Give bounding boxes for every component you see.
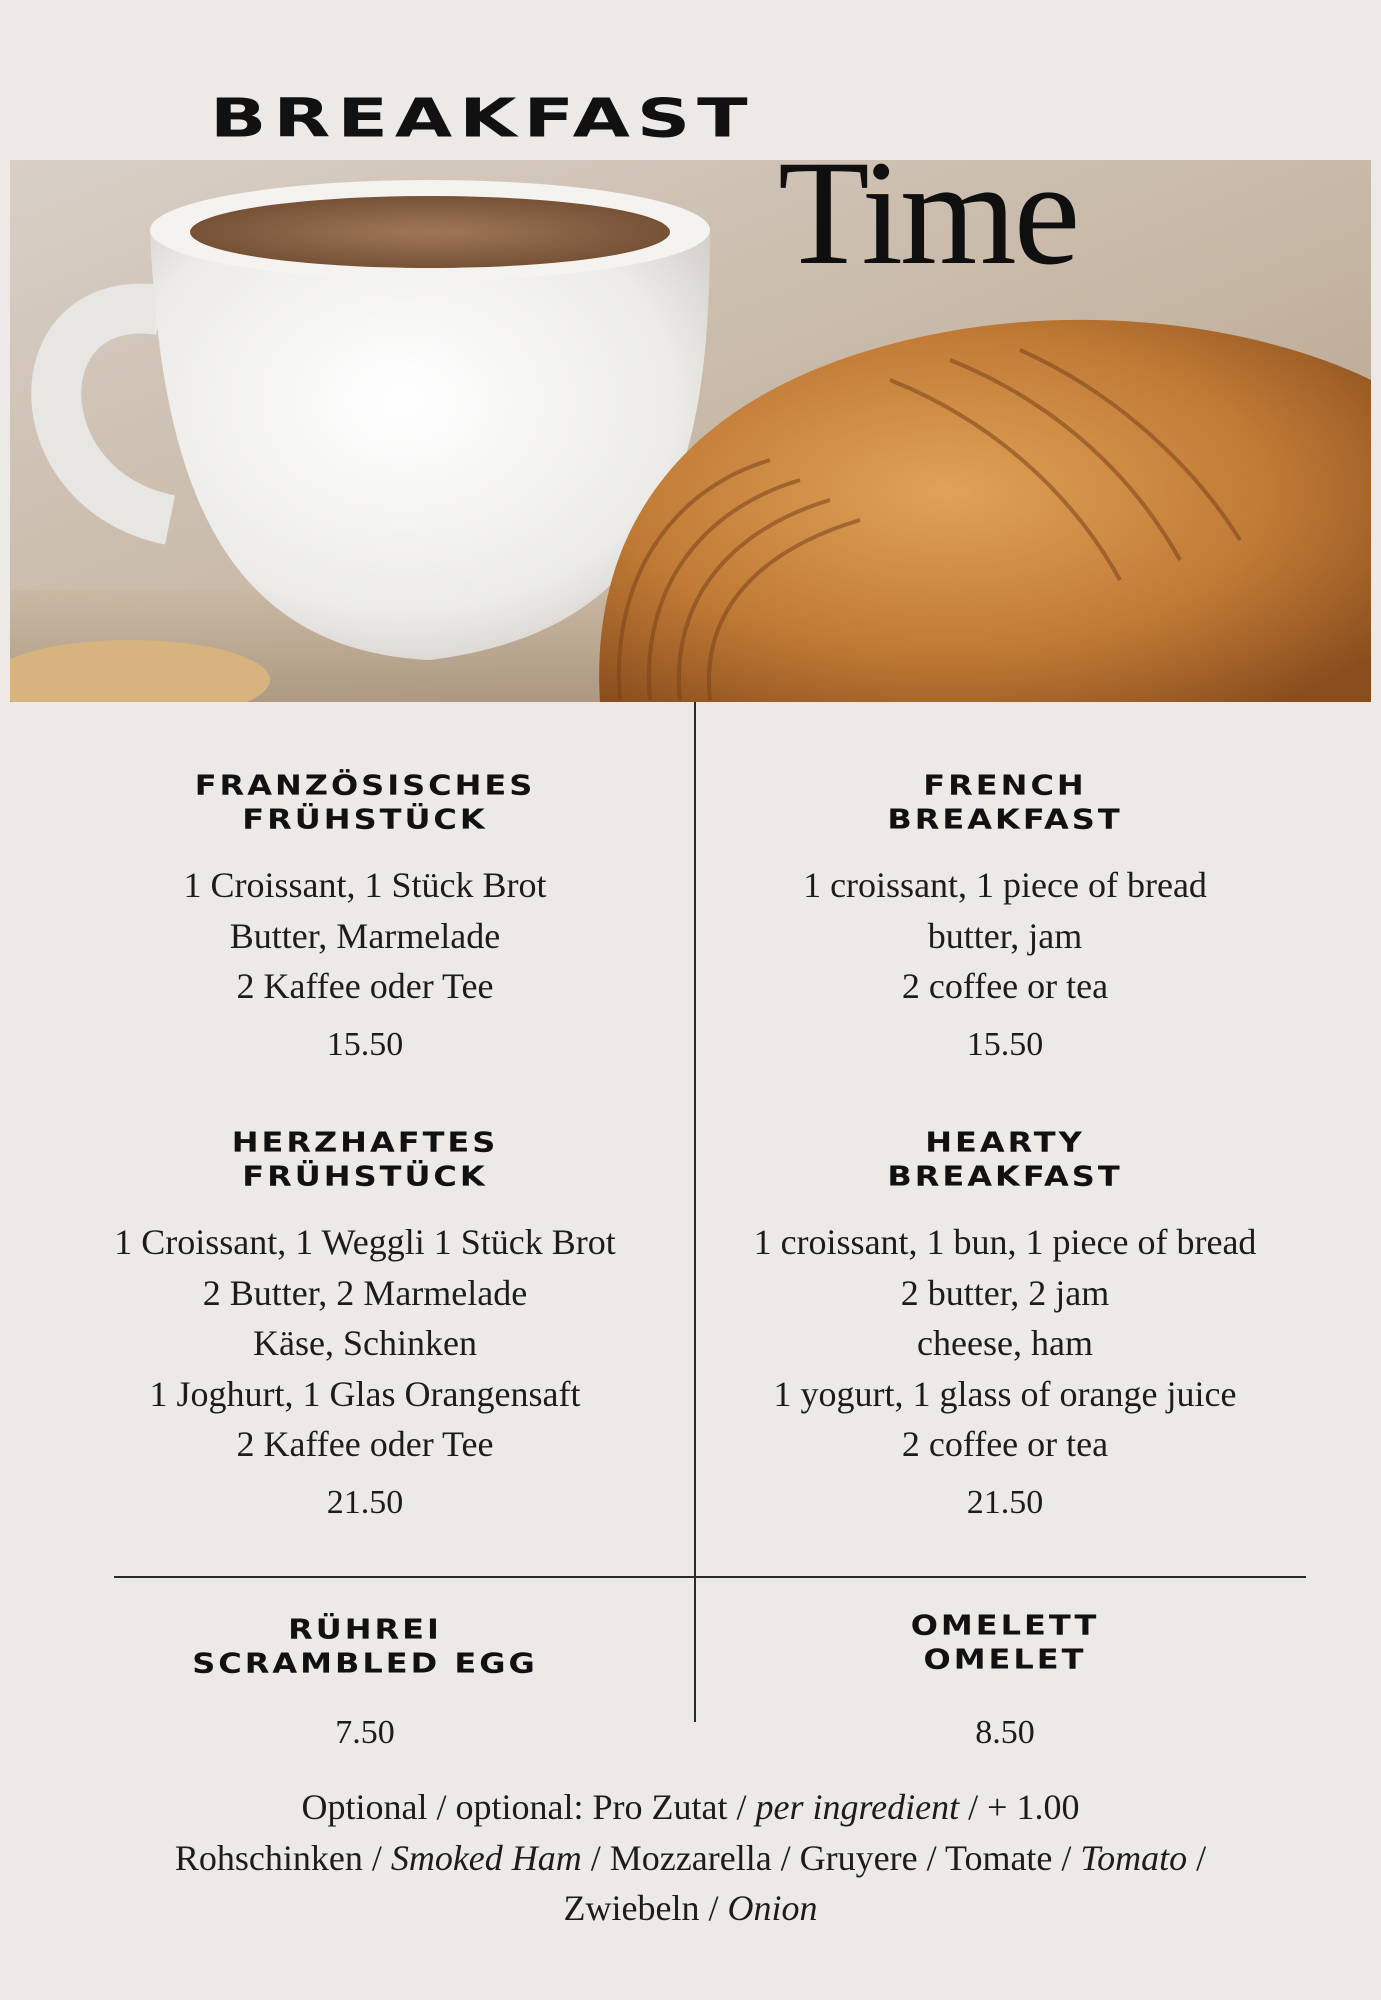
heading-line: FRÜHSTÜCK bbox=[242, 1159, 488, 1193]
menu-item: 1 croissant, 1 bun, 1 piece of bread bbox=[753, 1222, 1257, 1262]
heading-line: FRANZÖSISCHES bbox=[194, 768, 536, 802]
footer-line bbox=[0, 1883, 1381, 1934]
menu-item: 1 yogurt, 1 glass of orange juice bbox=[773, 1373, 1237, 1414]
heading-line: RÜHREI bbox=[288, 1612, 442, 1646]
section-heading bbox=[40, 1125, 690, 1193]
heading-line: BREAKFAST bbox=[887, 1159, 1123, 1193]
heading-line: HERZHAFTES bbox=[231, 1125, 499, 1159]
hearty-breakfast-de bbox=[40, 1119, 690, 1522]
french-breakfast-en bbox=[700, 762, 1310, 1064]
section-heading bbox=[700, 1608, 1310, 1676]
footer-text: Rohschinken / bbox=[174, 1837, 391, 1878]
footer-text: / bbox=[1187, 1837, 1207, 1878]
menu-item: butter, jam bbox=[927, 915, 1083, 956]
footer-text-italic: Tomato bbox=[1080, 1837, 1188, 1878]
menu-item: 2 coffee or tea bbox=[901, 966, 1109, 1006]
menu-item: Butter, Marmelade bbox=[229, 915, 501, 956]
item-list bbox=[700, 860, 1310, 1012]
title-breakfast: BREAKFAST bbox=[210, 87, 755, 150]
menu-item: 1 Croissant, 1 Weggli 1 Stück Brot bbox=[114, 1222, 616, 1262]
omelet bbox=[700, 1602, 1310, 1752]
section-heading bbox=[40, 1612, 690, 1680]
footer-text-italic: Smoked Ham bbox=[390, 1837, 582, 1878]
heading-line: HEARTY bbox=[925, 1125, 1085, 1159]
column-divider bbox=[694, 702, 696, 1722]
menu-item: 1 croissant, 1 piece of bread bbox=[803, 865, 1207, 905]
item-list bbox=[40, 860, 690, 1012]
footer-text: Zwiebeln / bbox=[563, 1888, 728, 1928]
footer-line bbox=[0, 1782, 1381, 1833]
menu-item: 2 coffee or tea bbox=[901, 1424, 1109, 1464]
section-heading bbox=[40, 768, 690, 836]
price: 21.50 bbox=[966, 1483, 1044, 1521]
menu-item: 2 Kaffee oder Tee bbox=[236, 1424, 494, 1464]
price: 15.50 bbox=[326, 1025, 404, 1063]
item-list bbox=[700, 1217, 1310, 1470]
heading-line: BREAKFAST bbox=[887, 802, 1123, 836]
hero-image bbox=[10, 160, 1371, 702]
footer-text: Optional / optional: Pro Zutat / bbox=[301, 1787, 756, 1827]
price: 8.50 bbox=[975, 1714, 1035, 1751]
menu-item: 1 Joghurt, 1 Glas Orangensaft bbox=[149, 1373, 581, 1414]
section-heading bbox=[700, 1125, 1310, 1193]
heading-line: FRÜHSTÜCK bbox=[242, 802, 488, 836]
price: 15.50 bbox=[966, 1025, 1044, 1063]
menu-item: 2 Kaffee oder Tee bbox=[236, 966, 494, 1006]
menu-item: 2 Butter, 2 Marmelade bbox=[202, 1272, 528, 1313]
heading-line: FRENCH bbox=[923, 768, 1087, 802]
footer-text: / + 1.00 bbox=[959, 1787, 1080, 1827]
hearty-breakfast-en bbox=[700, 1119, 1310, 1522]
french-breakfast-de bbox=[40, 762, 690, 1064]
section-divider bbox=[114, 1576, 1306, 1578]
coffee-croissant-illustration bbox=[10, 160, 1371, 702]
heading-line: OMELETT bbox=[910, 1608, 1100, 1642]
heading-line: SCRAMBLED EGG bbox=[192, 1646, 538, 1680]
scrambled-egg bbox=[40, 1606, 690, 1752]
section-heading bbox=[700, 768, 1310, 836]
menu-item: 2 butter, 2 jam bbox=[900, 1272, 1110, 1313]
footer-text: / Mozzarella / Gruyere / Tomate / bbox=[581, 1837, 1081, 1878]
menu-item: cheese, ham bbox=[917, 1323, 1093, 1363]
menu-item: Käse, Schinken bbox=[253, 1323, 477, 1363]
menu-item: 1 Croissant, 1 Stück Brot bbox=[183, 865, 547, 905]
footer-line bbox=[0, 1833, 1381, 1884]
item-list bbox=[40, 1217, 690, 1470]
price: 21.50 bbox=[326, 1483, 404, 1521]
footer-text-italic: Onion bbox=[727, 1888, 818, 1928]
title-time: Time bbox=[778, 130, 1078, 296]
price: 7.50 bbox=[335, 1714, 395, 1751]
heading-line: OMELET bbox=[923, 1642, 1087, 1676]
footer-text-italic: per ingredient bbox=[755, 1787, 960, 1827]
optional-ingredients bbox=[0, 1782, 1381, 1934]
